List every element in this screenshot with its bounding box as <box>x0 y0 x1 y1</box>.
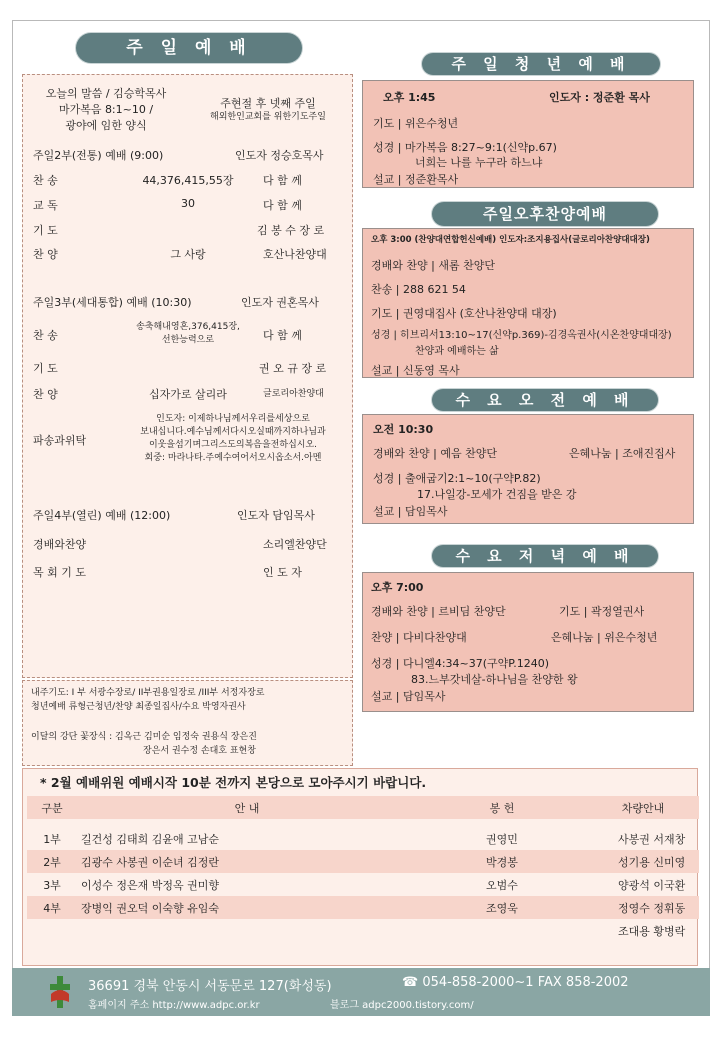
wed-pm-sermon: 설교 | 담임목사 <box>371 690 446 703</box>
committee-header-row <box>27 796 699 819</box>
footer <box>12 968 710 1016</box>
car-5: 조대용 황병락 <box>618 925 686 938</box>
youth-scripture2: 너희는 나를 누구라 하느냐 <box>415 156 543 169</box>
afternoon-hymn: 찬송 | 288 621 54 <box>371 283 466 296</box>
wed-pm-time: 오후 7:00 <box>371 581 424 594</box>
wed-pm-title: 수 요 저 녁 예 배 <box>432 545 658 567</box>
s2-row-label: 찬 송 <box>33 174 58 187</box>
wed-am-offering: 은혜나눔 | 조애진집사 <box>569 447 676 460</box>
row-div: 1부 <box>43 832 61 846</box>
s2-row-who: 다 함 께 <box>263 174 302 187</box>
s4-row2-label: 목 회 기 도 <box>33 566 86 579</box>
s2-leader: 인도자 정승호목사 <box>235 149 324 162</box>
s3-send-text4: 회중: 마라나타.주예수여어서오시옵소서.아멘 <box>144 453 322 463</box>
wed-pm-scripture1: 성경 | 다니엘4:34~37(구약P.1240) <box>371 657 549 670</box>
church-logo-icon <box>48 976 72 1008</box>
afternoon-scripture1: 성경 | 히브리서13:10~17(신약p.369)-김경옥권사(시온찬양대대장) <box>371 330 672 341</box>
s2-row-label: 기 도 <box>33 224 58 237</box>
wed-pm-scripture2: 83.느부갓네살-하나님을 찬양한 왕 <box>411 673 578 686</box>
wed-am-box <box>362 414 694 524</box>
car-3: 양광석 이국환 <box>618 879 686 892</box>
header-car: 차량안내 <box>621 801 665 815</box>
s3-prayer-who: 권 오 규 장 로 <box>259 362 327 375</box>
wed-am-title: 수 요 오 전 예 배 <box>432 389 658 411</box>
sunday-service-box <box>22 74 353 678</box>
s3-praise-who: 글로리아찬양대 <box>263 389 324 399</box>
youth-box <box>362 80 694 188</box>
s2-row-label: 찬 양 <box>33 248 58 261</box>
youth-sermon: 설교 | 정준환목사 <box>373 173 459 186</box>
wed-pm-offering: 은혜나눔 | 위은수청년 <box>551 631 658 644</box>
row-div: 3부 <box>43 878 61 892</box>
car-2: 성기용 신미영 <box>618 856 686 869</box>
s4-row1-who: 소리엘찬양단 <box>263 538 327 551</box>
row-offer: 박경봉 <box>486 855 518 869</box>
committee-title: * 2월 예배위원 예배시작 10분 전까지 본당으로 모아주시기 바랍니다. <box>40 775 427 790</box>
word-line1: 오늘의 말씀 / 김승학목사 <box>45 87 167 100</box>
s3-hymn-value2: 선한능력으로 <box>161 335 215 345</box>
header-offer: 봉 헌 <box>489 801 515 815</box>
s3-header: 주일3부(세대통합) 예배 (10:30) <box>33 296 192 309</box>
footer-phone: ☎ 054-858-2000~1 FAX 858-2002 <box>402 975 629 990</box>
notes-line4: 장은서 권수정 손대호 표현창 <box>143 746 256 756</box>
youth-prayer: 기도 | 위은수청년 <box>373 117 459 130</box>
row-offer: 오범수 <box>486 878 518 892</box>
s2-row-who: 김 봉 수 장 로 <box>257 224 325 237</box>
wed-am-time: 오전 10:30 <box>373 423 434 436</box>
afternoon-header: 오후 3:00 (찬양대연합헌신예배) 인도자:조지용집사(글로리아찬양대대장) <box>371 235 650 245</box>
week-line1: 주현절 후 넷째 주일 <box>220 97 316 110</box>
s3-send-text3: 이웃을섬기며그리스도의복음을전하십시오. <box>148 440 318 450</box>
row-div: 4부 <box>43 901 61 915</box>
header-guide: 안 내 <box>234 801 260 815</box>
s2-row-label: 교 독 <box>33 199 58 212</box>
s4-row1-label: 경배와찬양 <box>33 538 87 551</box>
s2-row-value: 30 <box>181 197 195 210</box>
table-row <box>27 850 699 873</box>
wed-pm-prayer: 기도 | 곽정열권사 <box>559 605 645 618</box>
notes-box <box>22 680 353 766</box>
afternoon-prayer: 기도 | 권영대집사 (호산나찬양대 대장) <box>371 307 557 320</box>
footer-home[interactable]: 홈페이지 주소 http://www.adpc.or.kr <box>88 1000 260 1011</box>
word-line3: 광야에 임한 양식 <box>65 119 147 132</box>
afternoon-title: 주일오후찬양예배 <box>432 202 658 226</box>
header-div: 구분 <box>41 801 63 815</box>
row-div: 2부 <box>43 855 61 869</box>
youth-scripture1: 성경 | 마가복음 8:27~9:1(신약p.67) <box>373 141 557 154</box>
footer-address: 36691 경북 안동시 서동문로 127(화성동) <box>88 979 332 994</box>
footer-blog[interactable]: 블로그 adpc2000.tistory.com/ <box>330 1000 474 1011</box>
s3-leader: 인도자 권혼목사 <box>241 296 319 309</box>
row-guide: 김광수 사봉권 이순녀 김정란 <box>81 855 220 869</box>
youth-leader: 인도자 : 정준환 목사 <box>549 91 650 104</box>
s3-prayer-label: 기 도 <box>33 362 58 375</box>
table-row <box>27 827 699 850</box>
s2-row-value: 그 사랑 <box>170 248 206 261</box>
s4-row2-who: 인 도 자 <box>263 566 302 579</box>
notes-line2: 청년예배 류형근청년/찬양 최종일집사/수요 박영자권사 <box>31 702 246 712</box>
wed-am-scripture2: 17.나일강-모세가 건짐을 받은 강 <box>417 488 577 501</box>
youth-title: 주 일 청 년 예 배 <box>422 53 660 75</box>
s3-hymn-value1: 송축해내영혼,376,415장, <box>136 322 240 332</box>
s4-leader: 인도자 담임목사 <box>237 509 315 522</box>
s3-hymn-who: 다 함 께 <box>263 329 302 342</box>
notes-line1: 내주기도: I 부 서광수장로/ II부권용일장로 /III부 서정자장로 <box>31 688 265 698</box>
afternoon-worship: 경배와 찬양 | 새롬 찬양단 <box>371 259 495 272</box>
row-offer: 권영민 <box>486 832 518 846</box>
table-row <box>27 873 699 896</box>
s2-row-who: 호산나찬양대 <box>263 248 327 261</box>
afternoon-scripture2: 찬양과 예배하는 삶 <box>415 346 499 357</box>
wed-pm-box <box>362 572 694 712</box>
wed-pm-hymn: 찬양 | 다비다찬양대 <box>371 631 467 644</box>
wed-pm-worship: 경배와 찬양 | 르비딤 찬양단 <box>371 605 506 618</box>
wed-am-sermon: 설교 | 담임목사 <box>373 505 448 518</box>
wed-am-worship: 경배와 찬양 | 예음 찬양단 <box>373 447 497 460</box>
word-line2: 마가복음 8:1~10 / <box>58 103 154 116</box>
week-line2: 해외한인교회를 위한기도주일 <box>210 112 326 122</box>
s3-praise-value: 십자가로 살리라 <box>149 388 227 401</box>
youth-time: 오후 1:45 <box>383 91 436 104</box>
s2-row-who: 다 함 께 <box>263 199 302 212</box>
row-guide: 장병익 권오덕 이숙향 유임숙 <box>81 901 220 915</box>
afternoon-box <box>362 228 694 378</box>
s3-send-label: 파송과위탁 <box>33 434 87 447</box>
wed-am-scripture1: 성경 | 출애굽기2:1~10(구약P.82) <box>373 472 541 485</box>
s4-header: 주일4부(열린) 예배 (12:00) <box>33 509 171 522</box>
committee-table <box>27 796 699 919</box>
s3-send-text2: 보내십니다.예수님께서다시오실때까지하나님과 <box>140 427 326 437</box>
car-4: 정영수 정휘동 <box>618 902 686 915</box>
s2-header: 주일2부(전통) 예배 (9:00) <box>33 149 164 162</box>
s2-row-value: 44,376,415,55장 <box>142 174 234 187</box>
s3-send-text1: 인도자: 이제하나님께서우리를세상으로 <box>156 414 310 424</box>
car-1: 사봉권 서재창 <box>618 833 686 846</box>
sunday-title: 주 일 예 배 <box>76 33 302 63</box>
s3-hymn-label: 찬 송 <box>33 329 58 342</box>
row-guide: 이성수 정은재 박정옥 권미향 <box>81 878 220 892</box>
row-guide: 길건성 김태희 김윤애 고남순 <box>81 832 220 846</box>
table-row <box>27 896 699 919</box>
s3-praise-label: 찬 양 <box>33 388 58 401</box>
afternoon-sermon: 설교 | 신동영 목사 <box>371 364 460 377</box>
notes-line3: 이달의 강단 꽃장식 : 김옥근 김미순 임정숙 권용식 장은진 <box>31 732 257 742</box>
row-offer: 조영욱 <box>486 901 518 915</box>
